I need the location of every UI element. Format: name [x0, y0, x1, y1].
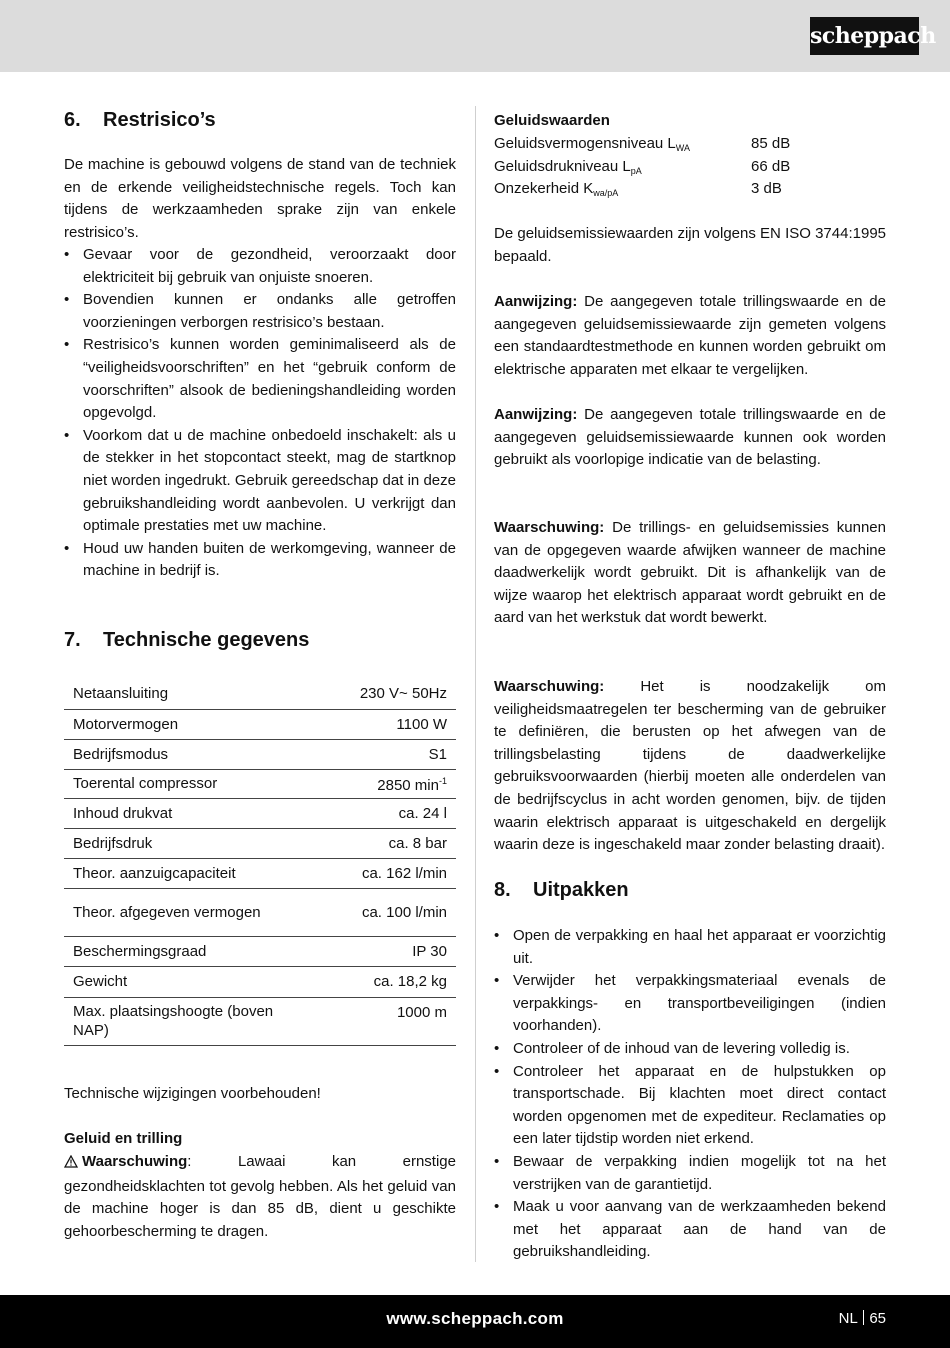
brand-logo-text: scheppach: [810, 23, 936, 49]
bullet-icon: •: [494, 927, 500, 944]
warning-text: Het is noodzakelijk om veiligheidsmaatregelen ter bescherming van de gebruiker te definiëren, die berusten op het afwegen van de trillingsbelasting tijdens de daadwerkelijke gebruiksvoorwaarden (hierbij moeten alle onderdelen van de bedrijfscyclus in acht worden genomen, bijv. de tijden waarin elektrisch apparaat is uitgeschakeld en dergelijk waarin deze is ingeschakeld maar zonder belasting draait).: [494, 678, 886, 854]
noise-heading: Geluid en trilling: [64, 1130, 183, 1147]
section-number: 8.: [494, 879, 511, 901]
sound-row-value: 85 dB: [751, 135, 791, 152]
section-6-heading: [64, 107, 216, 133]
warning-text: De trillings- en geluidsemissies kunnen van de opgegeven waarde afwijken wanneer de machine daadwerkelijk wordt gebruikt. Dit is afhankelijk van de wijze waarop het elektrisch apparaat wordt gebruikt en de aard van het werkstuk dat wordt bewerkt.: [494, 519, 886, 627]
sound-label-text: Onzekerheid K: [494, 180, 594, 198]
spec-label: Max. plaatsingshoogte (boven NAP): [64, 997, 304, 1045]
footer-url[interactable]: www.scheppach.com: [386, 1309, 564, 1328]
list-item-text: Verwijder het verpakkingsmateriaal evenals de verpakkings- en transportbeveiligingen (indien voorhanden).: [513, 972, 886, 1035]
section-8-heading: [494, 877, 629, 903]
sound-label-sub: wa/pA: [593, 188, 619, 199]
sound-values: [494, 133, 886, 203]
warning-text: : Lawaai kan ernstige gezondheidsklachten tot gevolg hebben. Als het geluid van de machine hoger is dan 85 dB, dient u geschikte gehoorbescherming te dragen.: [64, 1153, 456, 1240]
sound-row-label: [494, 178, 618, 205]
spec-value: ca. 162 l/min: [304, 858, 456, 888]
table-row: [64, 888, 456, 936]
sound-label-text: Geluidsvermogensniveau L: [494, 135, 676, 152]
page-indicator: [839, 1310, 886, 1327]
footer-bar: [0, 1295, 950, 1348]
table-row: [64, 858, 456, 888]
spec-label: Beschermingsgraad: [64, 936, 304, 966]
section-title: Uitpakken: [533, 879, 629, 901]
list-item: [494, 970, 886, 1038]
header-band: [0, 0, 950, 72]
table-row: [64, 966, 456, 997]
sound-row-value: 3 dB: [751, 180, 782, 198]
note-label: Aanwijzing:: [494, 293, 578, 310]
spec-label: Gewicht: [64, 966, 304, 997]
spec-label: Theor. aanzuigcapaciteit: [64, 858, 304, 888]
list-item: [64, 289, 456, 334]
bullet-icon: •: [494, 1152, 500, 1170]
spec-value: IP 30: [304, 936, 456, 966]
bullet-icon: •: [64, 291, 70, 309]
brand-logo: [810, 17, 936, 55]
list-item: [494, 1151, 886, 1196]
list-item-text: Restrisico’s kunnen worden geminimaliseerd als de “veiligheidsvoorschriften” en het “gebruik conform de voorschriften” alsook de bedieningshandleiding worden opgevolgd.: [83, 336, 456, 422]
list-item: [494, 1061, 886, 1151]
bullet-icon: •: [494, 1198, 500, 1216]
table-row: [64, 936, 456, 966]
warning-1: [494, 517, 886, 630]
list-item-text: Bovendien kunnen er ondanks alle getroffen voorzieningen verborgen restrisico’s bestaan.: [83, 291, 456, 331]
table-row: [64, 709, 456, 739]
section-title: Restrisico’s: [103, 109, 216, 131]
section-6-list: [64, 244, 456, 583]
spec-value: 2850 min: [377, 777, 439, 794]
spec-table: [64, 678, 456, 1046]
list-item-text: Controleer het apparaat en de hulpstukken op transportschade. Bij klachten moet direct contact worden opgenomen met de expediteur. Reclamaties op een later tijdstip worden niet erkend.: [513, 1062, 886, 1148]
bullet-icon: •: [64, 336, 70, 354]
spec-label: Bedrijfsmodus: [64, 739, 304, 769]
note-1: [494, 291, 886, 381]
list-item: [494, 1196, 886, 1264]
bullet-icon: •: [64, 246, 70, 263]
section-number: 6.: [64, 109, 81, 131]
spec-value: ca. 18,2 kg: [304, 966, 456, 997]
list-item: [64, 538, 456, 583]
list-item: [494, 1038, 886, 1061]
column-divider: [475, 106, 476, 1262]
list-item-text: Controleer of de inhoud van de levering volledig is.: [513, 1039, 850, 1057]
section-number: 7.: [64, 629, 81, 651]
technical-note: Technische wijzigingen voorbehouden!: [64, 1085, 321, 1102]
bullet-icon: •: [494, 1062, 500, 1080]
table-row: [64, 828, 456, 858]
spec-value: ca. 100 l/min: [304, 888, 456, 936]
section-title: Technische gegevens: [103, 629, 310, 651]
spec-value: ca. 24 l: [304, 798, 456, 828]
page-number: 65: [869, 1310, 886, 1327]
table-row: [64, 798, 456, 828]
bullet-icon: •: [64, 539, 70, 557]
spec-label: Theor. afgegeven vermogen: [64, 888, 304, 936]
spec-value: 1000 m: [304, 997, 456, 1045]
list-item-text: Voorkom dat u de machine onbedoeld inschakelt: als u de stekker in het stopcontact steekt, mag de startknop niet worden ingedrukt. Gebruik gereedschap dat in deze gebruikshandleiding wordt aanbevolen. U verkrijgt dan optimale prestaties met uw machine.: [83, 426, 456, 535]
spec-value: S1: [304, 739, 456, 769]
sound-label-sub: WA: [675, 143, 690, 153]
list-item-text: Gevaar voor de gezondheid, veroorzaakt door elektriciteit bij gebruik van onjuiste snoeren.: [83, 246, 456, 286]
spec-value-cell: [304, 769, 456, 798]
note-text: De aangegeven totale trillingswaarde en de aangegeven geluidsemissiewaarde zijn gemeten volgens een standaardtestmethode en kunnen worden gebruikt om elektrische apparaten met elkaar te vergelijken.: [494, 293, 886, 378]
warning-label: Waarschuwing: [82, 1153, 188, 1170]
section-7-heading: [64, 627, 309, 653]
spec-label: Bedrijfsdruk: [64, 828, 304, 858]
spec-value: 230 V~ 50Hz: [304, 678, 456, 709]
table-row: [64, 678, 456, 709]
list-item-text: Bewaar de verpakking indien mogelijk tot na het verstrijken van de garantietijd.: [513, 1152, 886, 1193]
spec-label: Toerental compressor: [64, 769, 304, 798]
table-row: [64, 769, 456, 798]
warning-icon: [64, 1153, 78, 1176]
list-item: [64, 244, 456, 289]
spec-label: Motorvermogen: [64, 709, 304, 739]
table-row: [64, 739, 456, 769]
sound-label-text: Geluidsdrukniveau L: [494, 157, 631, 175]
bullet-icon: •: [494, 972, 500, 990]
note-text: De aangegeven totale trillingswaarde en de aangegeven geluidsemissiewaarde kunnen ook worden gebruikt als voorlopige indicatie van de belasting.: [494, 406, 886, 469]
spec-label: Netaansluiting: [64, 678, 304, 709]
spec-value-exponent: -1: [438, 776, 447, 786]
list-item-text: Open de verpakking en haal het apparaat er voorzichtig uit.: [513, 927, 886, 967]
list-item: [64, 334, 456, 424]
list-item: [494, 925, 886, 970]
bullet-icon: •: [64, 426, 70, 444]
warning-2: [494, 676, 886, 857]
bullet-icon: •: [494, 1039, 500, 1057]
list-item-text: Houd uw handen buiten de werkomgeving, wanneer de machine in bedrijf is.: [83, 539, 456, 580]
spec-value: ca. 8 bar: [304, 828, 456, 858]
list-item: [64, 425, 456, 538]
noise-warning: [64, 1151, 456, 1243]
note-2: [494, 404, 886, 472]
section-8-list: [494, 925, 886, 1264]
separator: [863, 1310, 865, 1325]
spec-value: 1100 W: [304, 709, 456, 739]
list-item-text: Maak u voor aanvang van de werkzaamheden bekend met het apparaat aan de hand van de gebruikshandleiding.: [513, 1198, 886, 1261]
table-row: [64, 997, 456, 1045]
iso-note: De geluidsemissiewaarden zijn volgens EN ISO 3744:1995 bepaald.: [494, 225, 886, 265]
section-6-intro: De machine is gebouwd volgens de stand van de techniek en de erkende veiligheidstechnische regels. Toch kan tijdens de werkzaamheden sprake zijn van enkele restrisico’s.: [64, 156, 456, 241]
language-code: NL: [838, 1310, 858, 1327]
spec-label: Inhoud drukvat: [64, 798, 304, 828]
note-label: Aanwijzing:: [494, 406, 578, 423]
sound-row-value: 66 dB: [751, 157, 791, 175]
sound-heading: Geluidswaarden: [494, 112, 610, 129]
sound-label-sub: pA: [630, 165, 642, 176]
warning-label: Waarschuwing:: [494, 678, 605, 695]
warning-label: Waarschuwing:: [494, 519, 605, 536]
